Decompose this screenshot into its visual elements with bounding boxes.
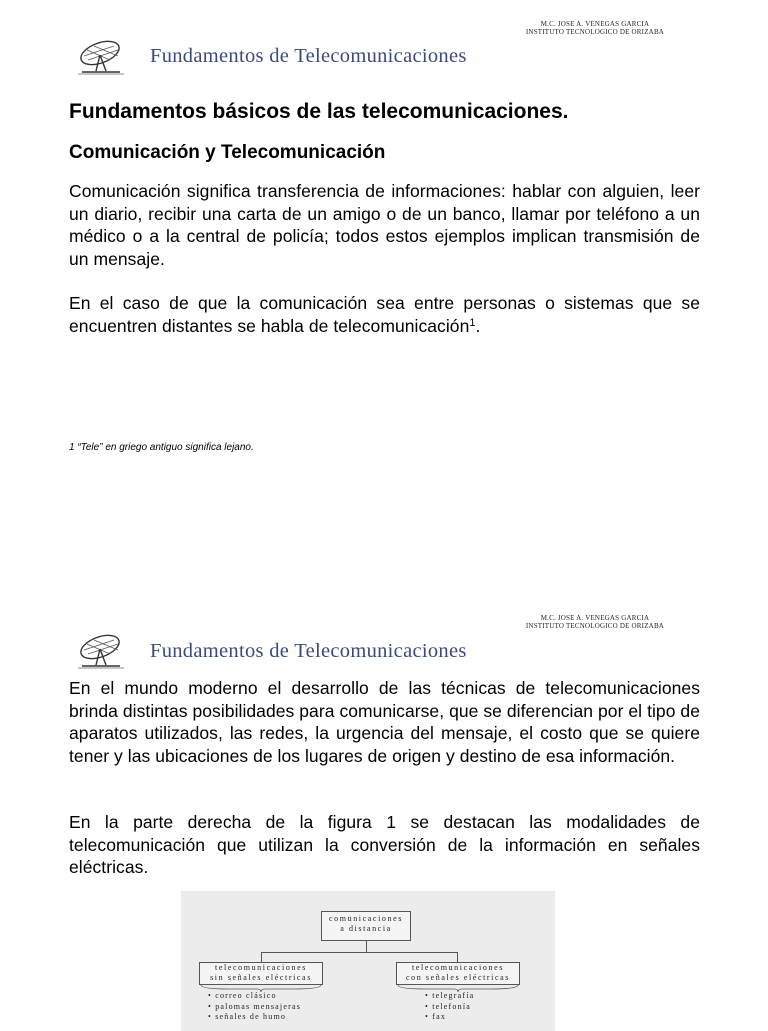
list-without-electrical — [208, 991, 301, 1023]
page-heading: Fundamentos básicos de las telecomunicaciones. — [69, 100, 569, 123]
node-with-electrical-signals: telecomunicaciones con señales eléctricas — [396, 962, 520, 985]
node-communications-distance: comunicaciones a distancia — [321, 911, 411, 941]
author-institution: INSTITUTO TECNOLOGICO DE ORIZABA — [525, 622, 665, 630]
satellite-dish-icon — [74, 632, 126, 670]
header-title: Fundamentos de Telecomunicaciones — [150, 45, 467, 67]
connector — [457, 952, 458, 962]
author-credit — [505, 20, 685, 36]
author-institution: INSTITUTO TECNOLOGICO DE ORIZABA — [525, 28, 665, 36]
list-item: • fax — [425, 1012, 474, 1023]
paragraph-telecommunication — [69, 292, 700, 337]
header-title: Fundamentos de Telecomunicaciones — [150, 640, 467, 662]
paragraph-text: En el caso de que la comunicación sea entre personas o sistemas que se encuentren distantes se habla de telecomunicación — [69, 293, 700, 336]
satellite-dish-icon — [74, 38, 126, 76]
paragraph-end: . — [475, 315, 481, 336]
list-item: • correo clásico — [208, 991, 301, 1002]
list-item: • señales de humo — [208, 1012, 301, 1023]
author-name: M.C. JOSE A. VENEGAS GARCIA — [540, 20, 650, 28]
paragraph-communication: Comunicación significa transferencia de informaciones: hablar con alguien, leer un diario, recibir una carta de un amigo o de un banco, llamar por teléfono a un médico o a la central de policía; todos estos ejemplos implican transmisión de un mensaje. — [69, 181, 700, 269]
section-heading: Comunicación y Telecomunicación — [69, 142, 386, 163]
connector — [366, 940, 367, 952]
paragraph-figure-reference: En la parte derecha de la figura 1 se destacan las modalidades de telecomunicación que utilizan la conversión de la información en señales eléctricas. — [69, 812, 700, 877]
author-credit — [505, 614, 685, 630]
figure-1-diagram — [181, 891, 555, 1031]
footnote: 1 “Tele” en griego antiguo significa lejano. — [69, 442, 254, 453]
author-name: M.C. JOSE A. VENEGAS GARCIA — [540, 614, 650, 622]
list-item: • palomas mensajeras — [208, 1002, 301, 1013]
connector — [261, 952, 262, 962]
connector — [261, 952, 458, 953]
node-without-electrical-signals: telecomunicaciones sin señales eléctricas — [199, 962, 323, 985]
list-item: • telegrafía — [425, 991, 474, 1002]
list-with-electrical — [425, 991, 474, 1023]
paragraph-modern-world: En el mundo moderno el desarrollo de las técnicas de telecomunicaciones brinda distintas posibilidades para comunicarse, que se diferencian por el tipo de aparatos utilizados, las redes, la urgencia del mensaje, el costo que se quiere tener y las ubicaciones de los lugares de origen y destino de esa información. — [69, 678, 700, 766]
footnote-marker: 1 — [469, 316, 476, 329]
list-item: • telefonía — [425, 1002, 474, 1013]
